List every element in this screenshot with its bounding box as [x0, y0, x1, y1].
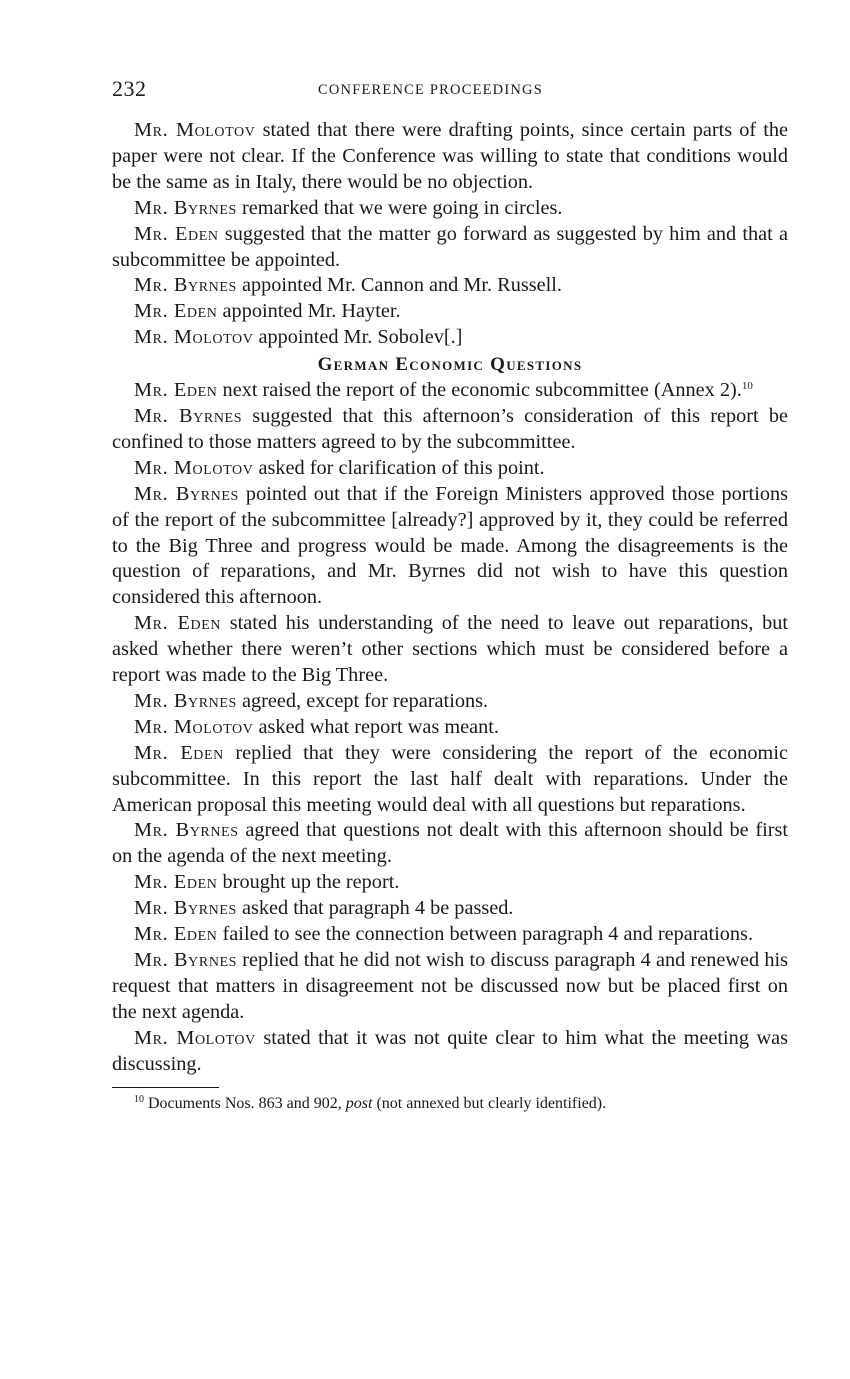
paragraph [112, 741, 788, 819]
paragraph [112, 896, 788, 922]
paragraph-text: stated his understanding of the need to leave out reparations, but asked whether there weren’t other sections which must be considered before a report was made to the Big Three. [112, 612, 788, 687]
speaker-name: Mr. Eden [134, 871, 218, 894]
paragraph-text: replied that he did not wish to discuss paragraph 4 and renewed his request that matters in disagreement not be discussed now but be placed first on the next agenda. [112, 949, 788, 1023]
paragraph-text: agreed that questions not dealt with this afternoon should be first on the agenda of the next meeting. [112, 819, 789, 868]
speaker-name: Mr. Byrnes [134, 274, 237, 297]
speaker-name: Mr. Eden [134, 741, 224, 764]
footnote-text: Documents Nos. 863 and 902, [144, 1094, 346, 1112]
paragraph [112, 378, 788, 404]
paragraph [112, 404, 788, 456]
speaker-name: Mr. Byrnes [134, 819, 239, 842]
paragraph-text: brought up the report. [217, 871, 400, 894]
speaker-name: Mr. Byrnes [134, 196, 237, 219]
speaker-name: Mr. Byrnes [134, 897, 237, 920]
paragraph [112, 273, 788, 299]
paragraph [112, 118, 788, 196]
speaker-name: Mr. Byrnes [134, 949, 238, 971]
running-title: CONFERENCE PROCEEDINGS [318, 82, 543, 98]
speaker-name: Mr. Byrnes [134, 689, 237, 712]
speaker-name: Mr. Molotov [134, 456, 254, 479]
paragraph [112, 222, 788, 274]
footnote-number: 10 [134, 1093, 144, 1105]
paragraph [112, 196, 788, 222]
footnote-reference: 10 [741, 380, 753, 393]
paragraph-text: stated that there were drafting points, since certain parts of the paper were not clear. If the Conference was willing to state that conditions would be the same as in Italy, there would be no objection. [112, 119, 788, 193]
paragraph [112, 611, 788, 689]
paragraph-text: next raised the report of the economic subcommittee (Annex 2). [217, 379, 742, 402]
section-heading: German Economic Questions [317, 354, 583, 376]
paragraph [112, 818, 788, 870]
paragraph-text: appointed Mr. Sobolev[.] [253, 326, 463, 349]
paragraph-text: failed to see the connection between paragraph 4 and reparations. [217, 923, 754, 946]
footnote-divider [112, 1087, 219, 1088]
speaker-name: Mr. Molotov [134, 1026, 256, 1049]
paragraph-text: pointed out that if the Foreign Ministers approved those portions of the report of the subcommittee [already?] approved by it, they could be referred to the Big Three and progress would be made. Among the disagreements is the question of reparations, and Mr. Byrnes did not wish to have this question considered this afternoon. [112, 482, 788, 609]
paragraph-text: suggested that this afternoon’s consideration of this report be confined to those matters agreed to by the subcommittee. [112, 404, 789, 453]
paragraph [112, 299, 788, 325]
speaker-name: Mr. Molotov [134, 326, 254, 349]
paragraph-text: remarked that we were going in circles. [236, 196, 563, 219]
speaker-name: Mr. Eden [134, 379, 218, 402]
running-head [112, 76, 788, 106]
paragraph-text: asked what report was meant. [253, 715, 499, 738]
paragraph-text: asked that paragraph 4 be passed. [236, 897, 514, 920]
footnote [134, 1093, 788, 1115]
speaker-name: Mr. Molotov [134, 119, 256, 141]
speaker-name: Mr. Byrnes [134, 404, 243, 427]
paragraph-text: suggested that the matter go forward as suggested by him and that a subcommittee be appointed. [112, 222, 788, 271]
speaker-name: Mr. Byrnes [134, 482, 239, 505]
paragraph-text: replied that they were considering the report of the economic subcommittee. In this report the last half dealt with reparations. Under the American proposal this meeting would deal with all questions but reparations. [112, 741, 788, 816]
speaker-name: Mr. Eden [134, 923, 218, 946]
body-text [112, 118, 788, 1078]
paragraph-text: agreed, except for reparations. [236, 689, 489, 712]
paragraph-text: stated that it was not quite clear to him what the meeting was discussing. [112, 1026, 788, 1075]
paragraph [112, 715, 788, 741]
paragraph [112, 870, 788, 896]
speaker-name: Mr. Molotov [134, 715, 254, 738]
paragraph-text: appointed Mr. Hayter. [217, 300, 401, 323]
paragraph [112, 1026, 788, 1078]
paragraph [112, 948, 788, 1026]
paragraph-text: asked for clarification of this point. [253, 456, 545, 479]
document-page [112, 76, 788, 1115]
paragraph-text: appointed Mr. Cannon and Mr. Russell. [236, 274, 562, 297]
paragraph [112, 456, 788, 482]
speaker-name: Mr. Eden [134, 222, 219, 245]
paragraph [112, 689, 788, 715]
page-number: 232 [112, 76, 147, 101]
speaker-name: Mr. Eden [134, 612, 222, 635]
paragraph [112, 922, 788, 948]
footnote-emphasis: post [345, 1094, 373, 1112]
footnote-text-end: (not annexed but clearly identified). [372, 1094, 607, 1112]
speaker-name: Mr. Eden [134, 300, 218, 323]
paragraph [112, 482, 788, 612]
paragraph [112, 325, 788, 351]
